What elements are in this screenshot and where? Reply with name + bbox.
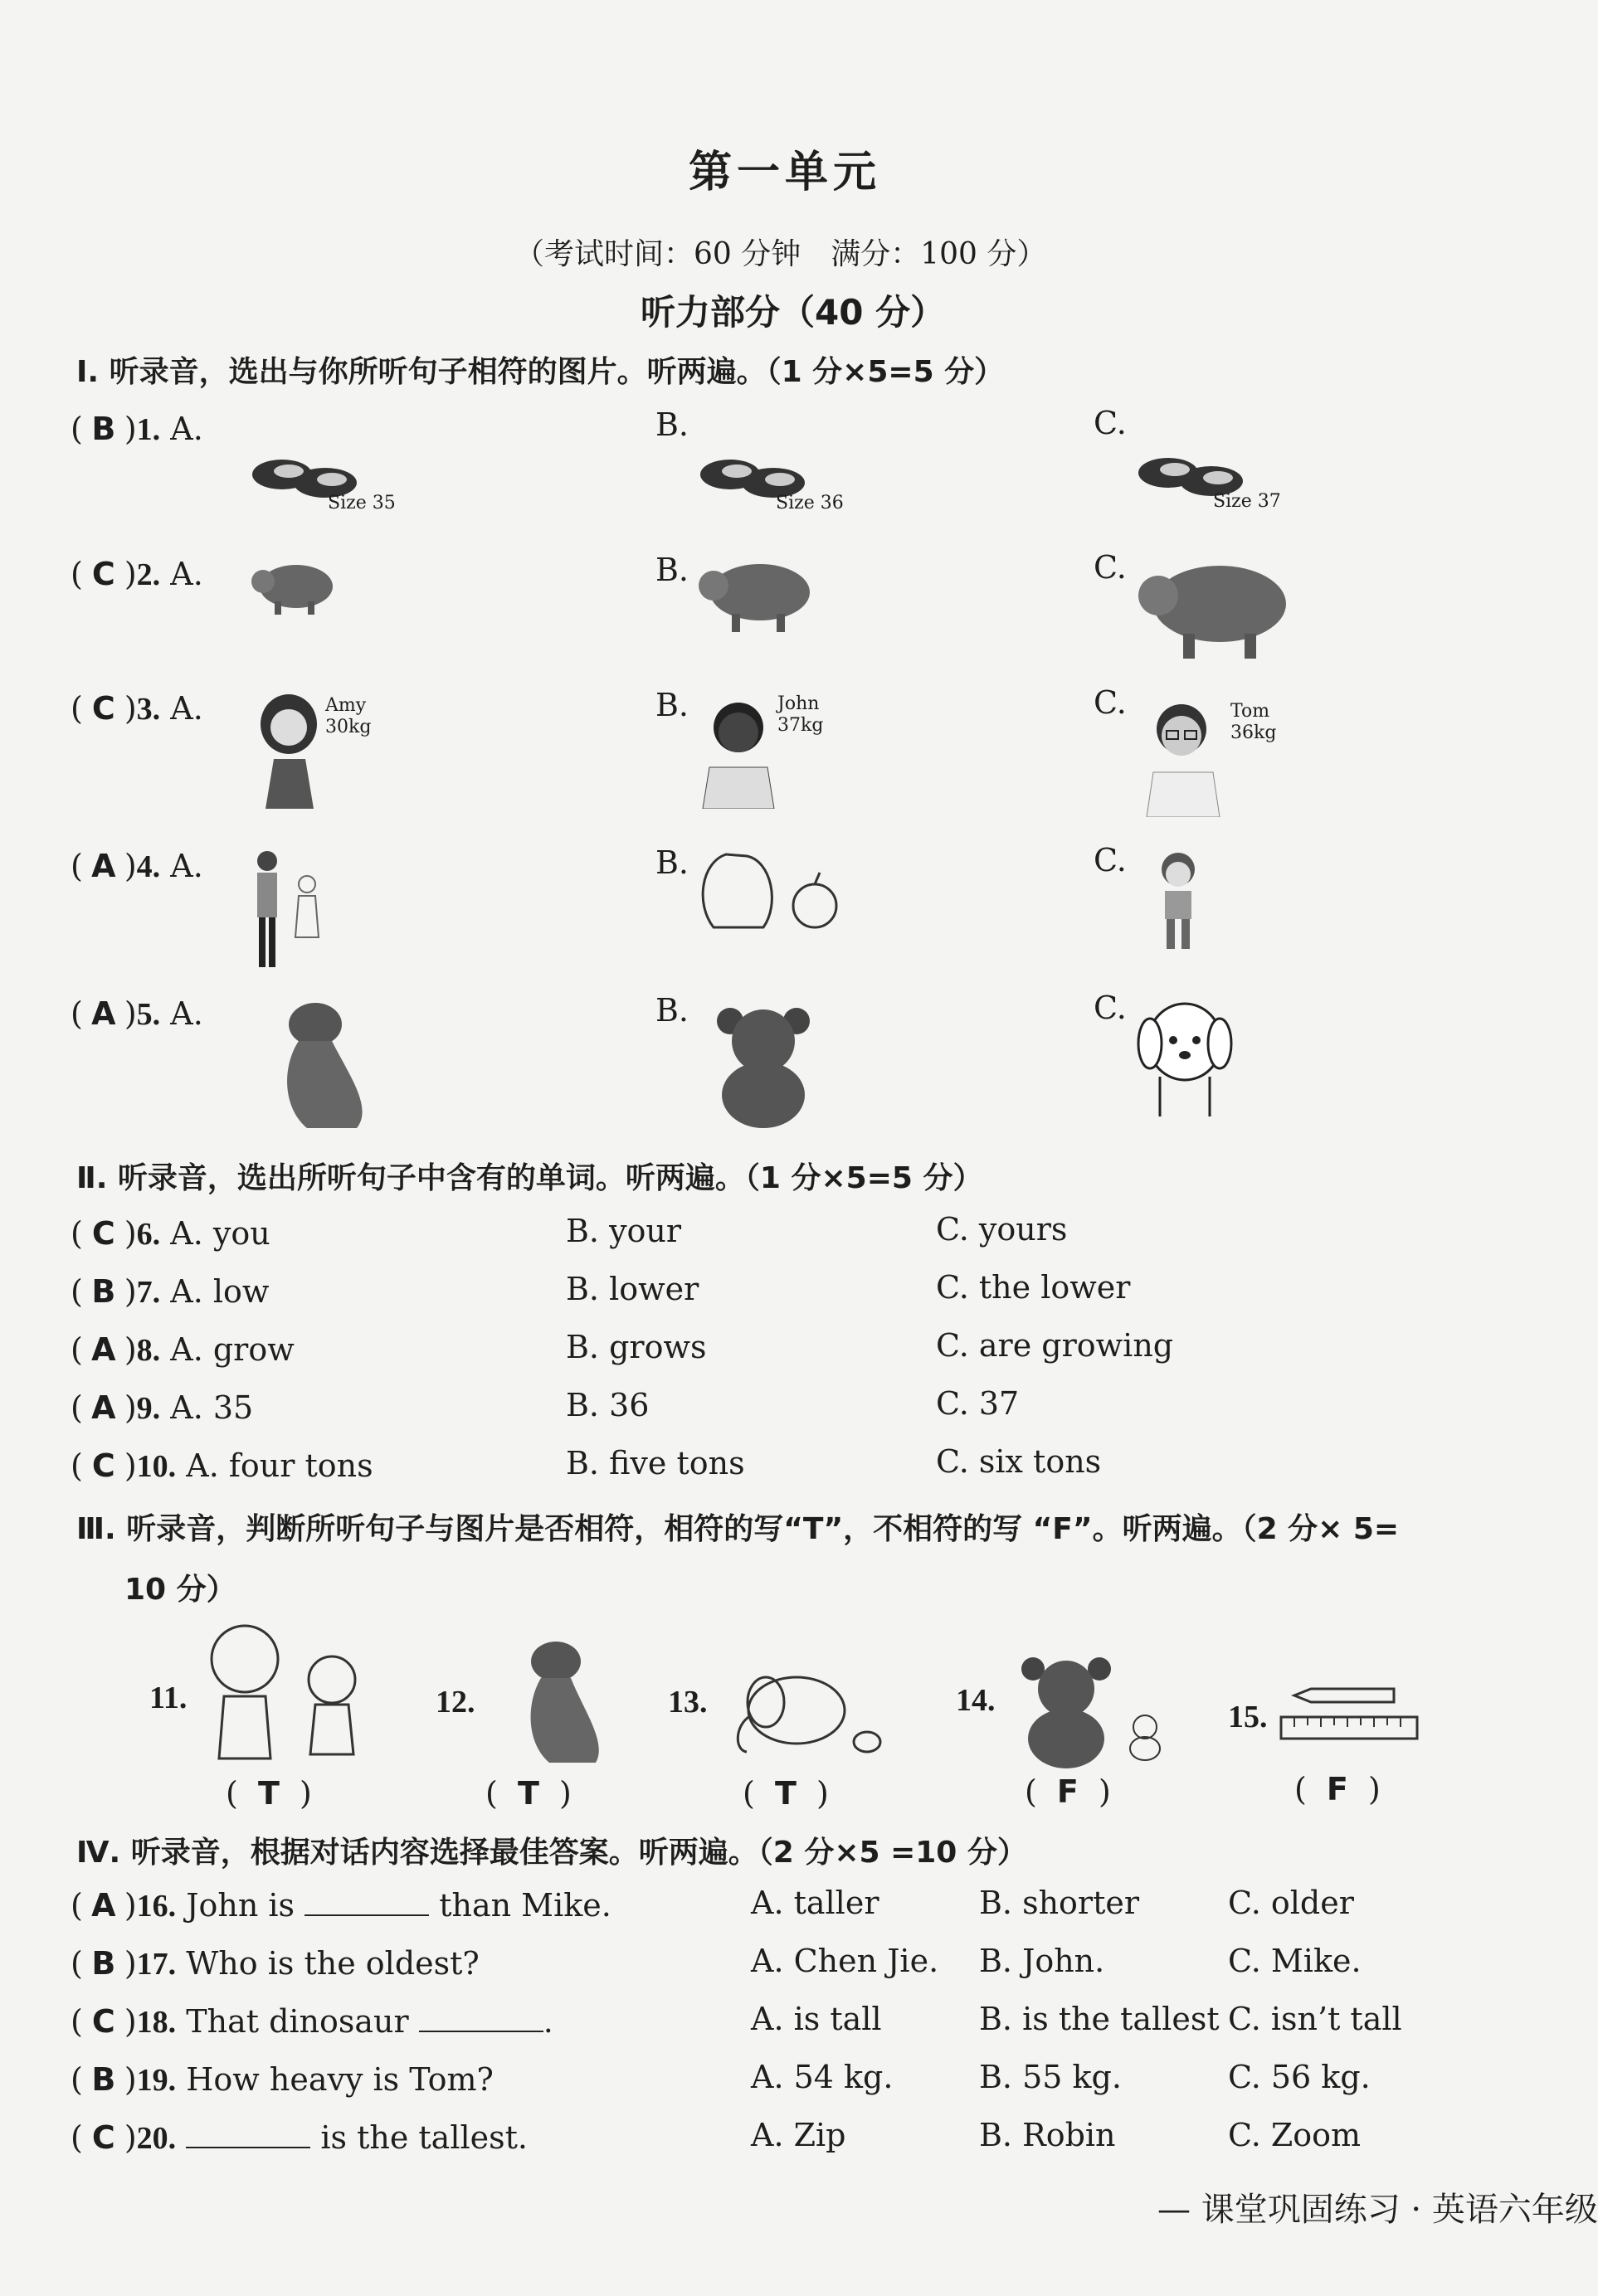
teddy-bear-image <box>705 1000 821 1128</box>
weight-label: 30kg <box>325 717 372 737</box>
answer-blank <box>186 2122 310 2148</box>
pig-small-image <box>245 552 344 618</box>
teacher-and-girl-image <box>199 1622 365 1767</box>
option-c: C. yours <box>936 1211 1068 1248</box>
option-b: B. grows <box>566 1329 707 1365</box>
page-footer: — 课堂巩固练习 · 英语六年级 <box>1157 2191 1598 2229</box>
option-a: A. 54 kg. <box>751 2059 894 2095</box>
option-a: A. Zip <box>751 2117 846 2153</box>
puppy-image <box>1127 994 1243 1118</box>
question-2: ( C )2. A. <box>71 556 203 592</box>
answer: C <box>91 690 115 727</box>
boy-john-image <box>693 693 784 809</box>
option-c-label: C. <box>1094 684 1127 721</box>
option-c: C. Zoom <box>1228 2117 1362 2153</box>
answer-blank <box>304 1890 429 1916</box>
option-b-label: B. <box>655 844 689 881</box>
exam-info: （考试时间：60 分钟 满分：100 分） <box>514 237 1047 271</box>
option-b: B. your <box>566 1213 682 1249</box>
item-11-number: 11. <box>149 1681 188 1715</box>
item-13-answer: ( T ) <box>743 1775 829 1812</box>
answer: B <box>91 1945 116 1982</box>
item-12-number: 12. <box>436 1685 475 1720</box>
girl-amy-image <box>249 693 332 809</box>
page-title: 第一单元 <box>689 148 882 197</box>
question-4: ( A )4. A. <box>71 848 203 884</box>
option-a: A. Chen Jie. <box>751 1943 939 1979</box>
item-11-answer: ( T ) <box>226 1775 312 1812</box>
option-b: B. 55 kg. <box>979 2059 1122 2095</box>
option-c: C. are growing <box>936 1327 1174 1364</box>
option-c: C. the lower <box>936 1269 1131 1306</box>
elephant-and-mouse-image <box>718 1659 892 1767</box>
answer: C <box>91 2003 115 2040</box>
weight-label: 36kg <box>1230 722 1277 743</box>
name-label: Amy <box>325 695 367 716</box>
option-c-label: C. <box>1094 549 1127 586</box>
question-5: ( A )5. A. <box>71 995 203 1032</box>
answer: A <box>91 1331 116 1368</box>
answer: B <box>91 2061 116 2098</box>
option-b-label: B. <box>655 992 689 1029</box>
option-b: B. is the tallest <box>979 2001 1220 2037</box>
name-label: John <box>777 693 820 714</box>
option-b: B. Robin <box>979 2117 1116 2153</box>
section-3-heading-cont: 10 分） <box>124 1573 236 1607</box>
boy-tom-image <box>1138 693 1230 817</box>
option-b: B. 36 <box>566 1387 650 1423</box>
question-19: ( B )19. How heavy is Tom? <box>71 2061 494 2098</box>
bear-and-chick-image <box>1012 1651 1170 1771</box>
option-c: C. six tons <box>936 1443 1102 1480</box>
section-4-heading: Ⅳ. 听录音，根据对话内容选择最佳答案。听两遍。（2 分×5 =10 分） <box>76 1836 1027 1870</box>
section-1-heading: Ⅰ. 听录音，选出与你所听句子相符的图片。听两遍。（1 分×5=5 分） <box>76 355 1005 389</box>
option-b: B. shorter <box>979 1885 1140 1921</box>
weight-label: 37kg <box>777 715 824 736</box>
question-3: ( C )3. A. <box>71 690 203 727</box>
option-c: C. Mike. <box>1228 1943 1362 1979</box>
part-heading: 听力部分（40 分） <box>641 292 946 333</box>
item-15-number: 15. <box>1228 1700 1268 1734</box>
pig-medium-image <box>690 547 823 635</box>
question-20: ( C )20. is the tallest. <box>71 2119 528 2156</box>
item-12-answer: ( T ) <box>485 1775 572 1812</box>
option-b-label: B. <box>655 406 689 443</box>
name-label: Tom <box>1230 701 1270 722</box>
answer: A <box>91 1887 116 1924</box>
option-c: C. 37 <box>936 1385 1020 1422</box>
answer: A <box>91 1389 116 1426</box>
option-b-label: B. <box>655 687 689 723</box>
answer: A <box>91 995 116 1032</box>
dinosaur-image <box>249 991 373 1132</box>
answer: A <box>91 848 116 884</box>
answer-blank <box>419 2006 543 2032</box>
answer: C <box>91 1215 115 1252</box>
answer: B <box>91 411 116 447</box>
dinosaur-image <box>498 1630 606 1767</box>
item-14-number: 14. <box>956 1683 996 1718</box>
small-boy-image <box>1145 848 1211 956</box>
question-8: ( A )8. A. grow <box>71 1331 295 1368</box>
size-label: Size 36 <box>776 493 844 513</box>
option-c-label: C. <box>1094 842 1127 878</box>
pencil-and-ruler-image <box>1278 1684 1423 1750</box>
answer: B <box>91 1273 116 1310</box>
option-c-label: C. <box>1094 990 1127 1026</box>
question-7: ( B )7. A. low <box>71 1273 270 1310</box>
size-label: Size 37 <box>1213 491 1281 512</box>
pig-large-image <box>1128 546 1303 662</box>
question-6: ( C )6. A. you <box>71 1215 270 1252</box>
answer: C <box>91 1447 115 1484</box>
option-b-label: B. <box>655 552 689 588</box>
option-a: A. taller <box>751 1885 879 1921</box>
section-3-heading: Ⅲ. 听录音，判断所听句子与图片是否相符，相符的写“T”，不相符的写 “F”。听两遍。（2 分× 5= <box>76 1512 1400 1546</box>
item-15-answer: ( F ) <box>1294 1771 1381 1807</box>
option-c: C. older <box>1228 1885 1354 1921</box>
question-18: ( C )18. That dinosaur . <box>71 2003 553 2040</box>
man-and-girl-image <box>242 846 334 970</box>
answer: C <box>91 2119 115 2156</box>
size-label: Size 35 <box>328 493 396 513</box>
peach-and-apple-image <box>689 846 846 937</box>
option-c: C. isn’t tall <box>1228 2001 1402 2037</box>
answer: C <box>91 556 115 592</box>
section-2-heading: Ⅱ. 听录音，选出所听句子中含有的单词。听两遍。（1 分×5=5 分） <box>76 1161 983 1195</box>
option-b: B. John. <box>979 1943 1105 1979</box>
question-10: ( C )10. A. four tons <box>71 1447 373 1484</box>
option-b: B. lower <box>566 1271 699 1307</box>
item-14-answer: ( F ) <box>1025 1773 1111 1810</box>
option-a: A. is tall <box>751 2001 882 2037</box>
question-16: ( A )16. John is than Mike. <box>71 1887 611 1924</box>
option-b: B. five tons <box>566 1445 745 1481</box>
option-c-label: C. <box>1094 405 1127 441</box>
question-1: ( B )1. A. <box>71 411 203 447</box>
item-13-number: 13. <box>668 1685 708 1720</box>
question-9: ( A )9. A. 35 <box>71 1389 254 1426</box>
question-17: ( B )17. Who is the oldest? <box>71 1945 480 1982</box>
option-c: C. 56 kg. <box>1228 2059 1371 2095</box>
